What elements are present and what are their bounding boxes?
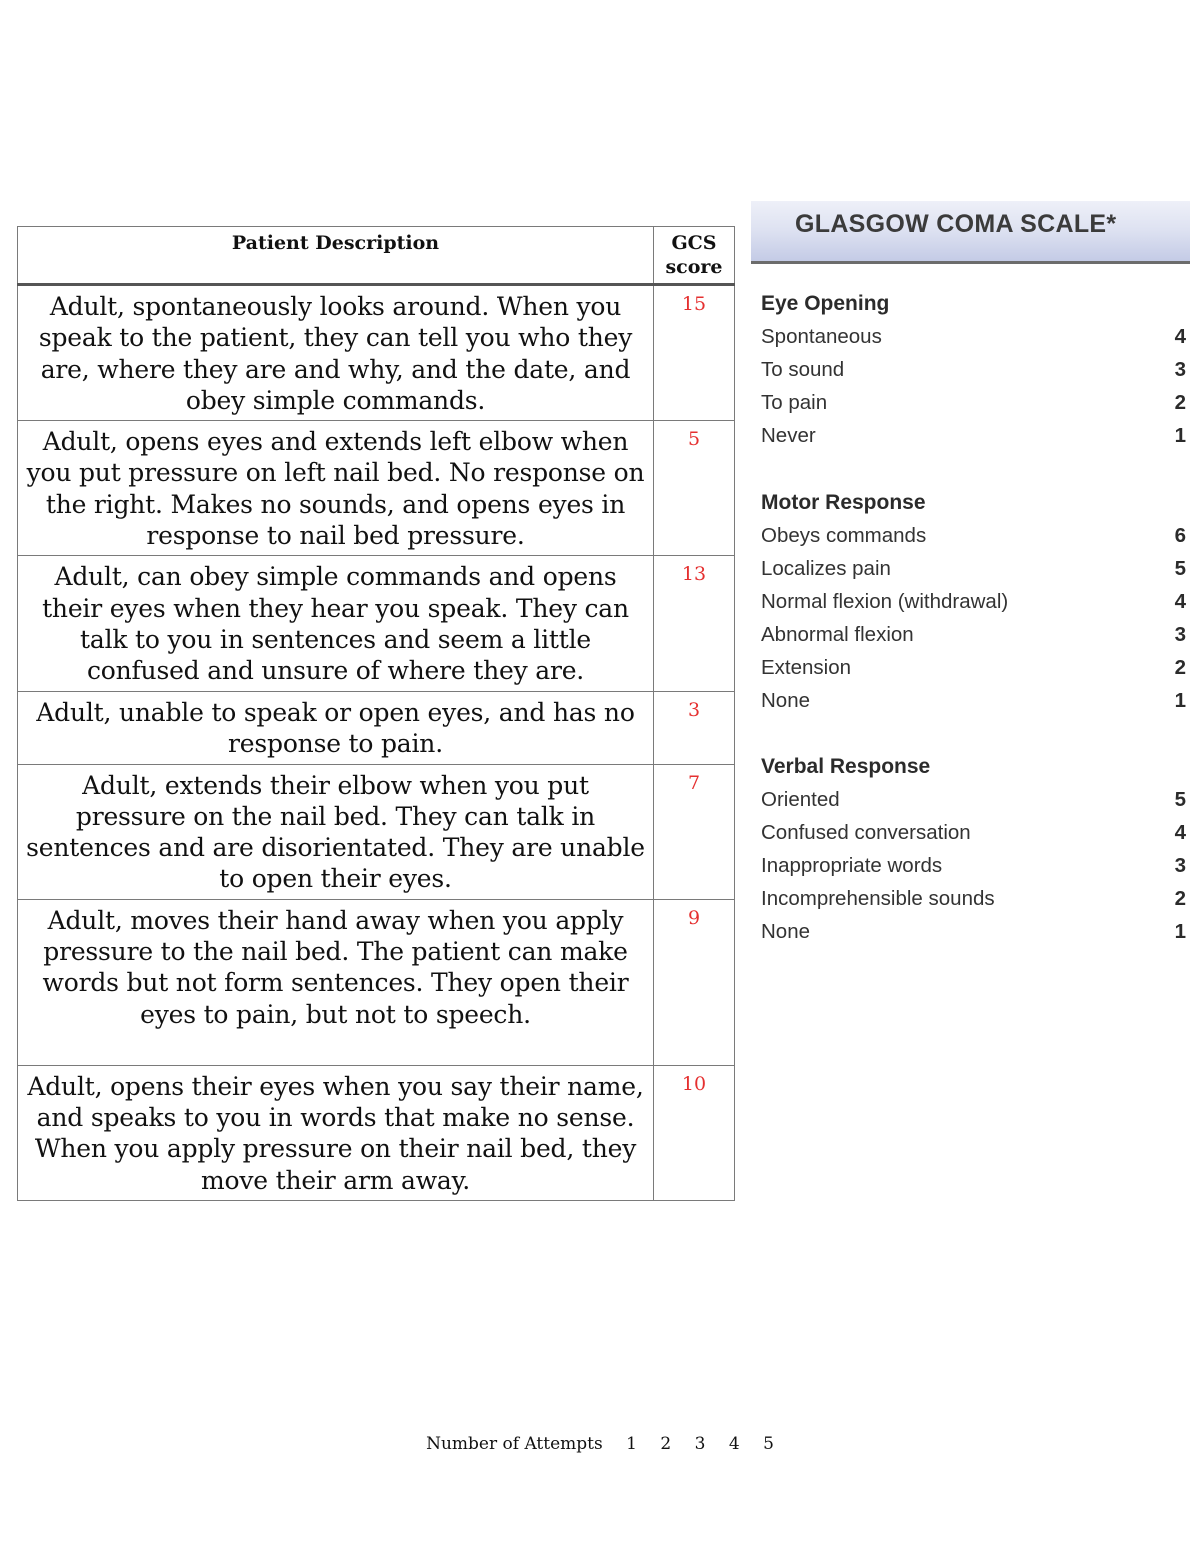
scale-item: [761, 552, 1186, 585]
item-points: 3: [1174, 854, 1186, 877]
scale-item: [761, 320, 1186, 353]
patient-description: Adult, moves their hand away when you apply pressure to the nail bed. The patient can make words but not form sentences. They open their eyes to pain, but not to speech.: [18, 899, 654, 1065]
item-points: 1: [1174, 689, 1186, 712]
item-label: None: [761, 920, 811, 943]
scale-item: [761, 419, 1186, 452]
table-row: [18, 556, 735, 691]
patient-description: Adult, opens eyes and extends left elbow when you put pressure on left nail bed. No response on the right. Makes no sounds, and opens eyes in response to nail bed pressure.: [18, 421, 654, 556]
item-label: To sound: [761, 358, 845, 381]
table-row: [18, 691, 735, 764]
glasgow-coma-scale-panel: [751, 201, 1190, 943]
item-label: Localizes pain: [761, 557, 891, 580]
gcs-score[interactable]: 7: [654, 764, 735, 899]
scale-item: [761, 386, 1186, 419]
gcs-score[interactable]: 13: [654, 556, 735, 691]
scale-item: [761, 882, 1186, 915]
section-title: Motor Response: [761, 491, 926, 514]
item-points: 6: [1174, 524, 1186, 547]
item-label: To pain: [761, 391, 828, 414]
item-label: Never: [761, 424, 816, 447]
item-label: Obeys commands: [761, 524, 927, 547]
item-points: 2: [1174, 887, 1186, 910]
item-points: 2: [1174, 391, 1186, 414]
scale-item: [761, 783, 1186, 816]
patient-description: Adult, extends their elbow when you put pressure on the nail bed. They can talk in sentences and are disorientated. They are unable to open their eyes.: [18, 764, 654, 899]
attempts-label: Number of Attempts: [426, 1434, 603, 1454]
item-points: 3: [1174, 623, 1186, 646]
scale-item: [761, 353, 1186, 386]
item-points: 5: [1174, 788, 1186, 811]
scale-banner: [751, 201, 1190, 261]
attempt-option-4[interactable]: 4: [728, 1434, 740, 1454]
scale-item: [761, 519, 1186, 552]
scale-item: [761, 915, 1186, 948]
motor-response-section: [761, 486, 1186, 717]
eye-opening-section: [761, 287, 1186, 452]
section-title: Eye Opening: [761, 292, 890, 315]
item-label: Spontaneous: [761, 325, 882, 348]
item-points: 1: [1174, 424, 1186, 447]
gcs-score[interactable]: 10: [654, 1065, 735, 1200]
gcs-score[interactable]: 5: [654, 421, 735, 556]
banner-divider: [751, 261, 1190, 264]
item-label: Incomprehensible sounds: [761, 887, 995, 910]
scale-item: [761, 849, 1186, 882]
item-points: 4: [1174, 821, 1186, 844]
attempt-option-2[interactable]: 2: [660, 1434, 672, 1454]
item-label: Confused conversation: [761, 821, 971, 844]
item-points: 1: [1174, 920, 1186, 943]
patient-description: Adult, spontaneously looks around. When you speak to the patient, they can tell you who they are, where they are and why, and the date, and obey simple commands.: [18, 285, 654, 421]
attempt-option-1[interactable]: 1: [626, 1434, 637, 1454]
item-points: 3: [1174, 358, 1186, 381]
item-label: None: [761, 689, 811, 712]
patient-description: Adult, can obey simple commands and opens their eyes when they hear you speak. They can talk to you in sentences and seem a little confused and unsure of where they are.: [18, 556, 654, 691]
scale-item: [761, 684, 1186, 717]
scale-item: [761, 585, 1186, 618]
attempt-option-5[interactable]: 5: [763, 1434, 774, 1454]
item-label: Extension: [761, 656, 852, 679]
patient-description: Adult, unable to speak or open eyes, and has no response to pain.: [18, 691, 654, 764]
scale-item: [761, 651, 1186, 684]
header-patient-description: Patient Description: [18, 227, 654, 285]
table-row: [18, 421, 735, 556]
header-gcs-score: GCS score: [654, 227, 735, 285]
item-label: Oriented: [761, 788, 840, 811]
section-title: Verbal Response: [761, 755, 931, 778]
scale-item: [761, 816, 1186, 849]
table-row: [18, 1065, 735, 1200]
item-label: Abnormal flexion: [761, 623, 914, 646]
gcs-score[interactable]: 9: [654, 899, 735, 1065]
table-header-row: [18, 227, 735, 285]
attempt-option-3[interactable]: 3: [694, 1434, 706, 1454]
item-points: 5: [1174, 557, 1186, 580]
table-row: [18, 285, 735, 421]
verbal-response-section: [761, 750, 1186, 948]
item-points: 4: [1174, 325, 1186, 348]
item-label: Inappropriate words: [761, 854, 943, 877]
scale-title: GLASGOW COMA SCALE*: [795, 210, 1117, 238]
item-points: 4: [1174, 590, 1186, 613]
gcs-score[interactable]: 3: [654, 691, 735, 764]
table-row: [18, 899, 735, 1065]
item-points: 2: [1174, 656, 1186, 679]
scale-item: [761, 618, 1186, 651]
patient-description: Adult, opens their eyes when you say their name, and speaks to you in words that make no sense. When you apply pressure on their nail bed, they move their arm away.: [18, 1065, 654, 1200]
attempts-footer: [0, 1434, 1200, 1454]
item-label: Normal flexion (withdrawal): [761, 590, 1009, 613]
gcs-score[interactable]: 15: [654, 285, 735, 421]
patient-gcs-table: [17, 226, 735, 1201]
table-row: [18, 764, 735, 899]
